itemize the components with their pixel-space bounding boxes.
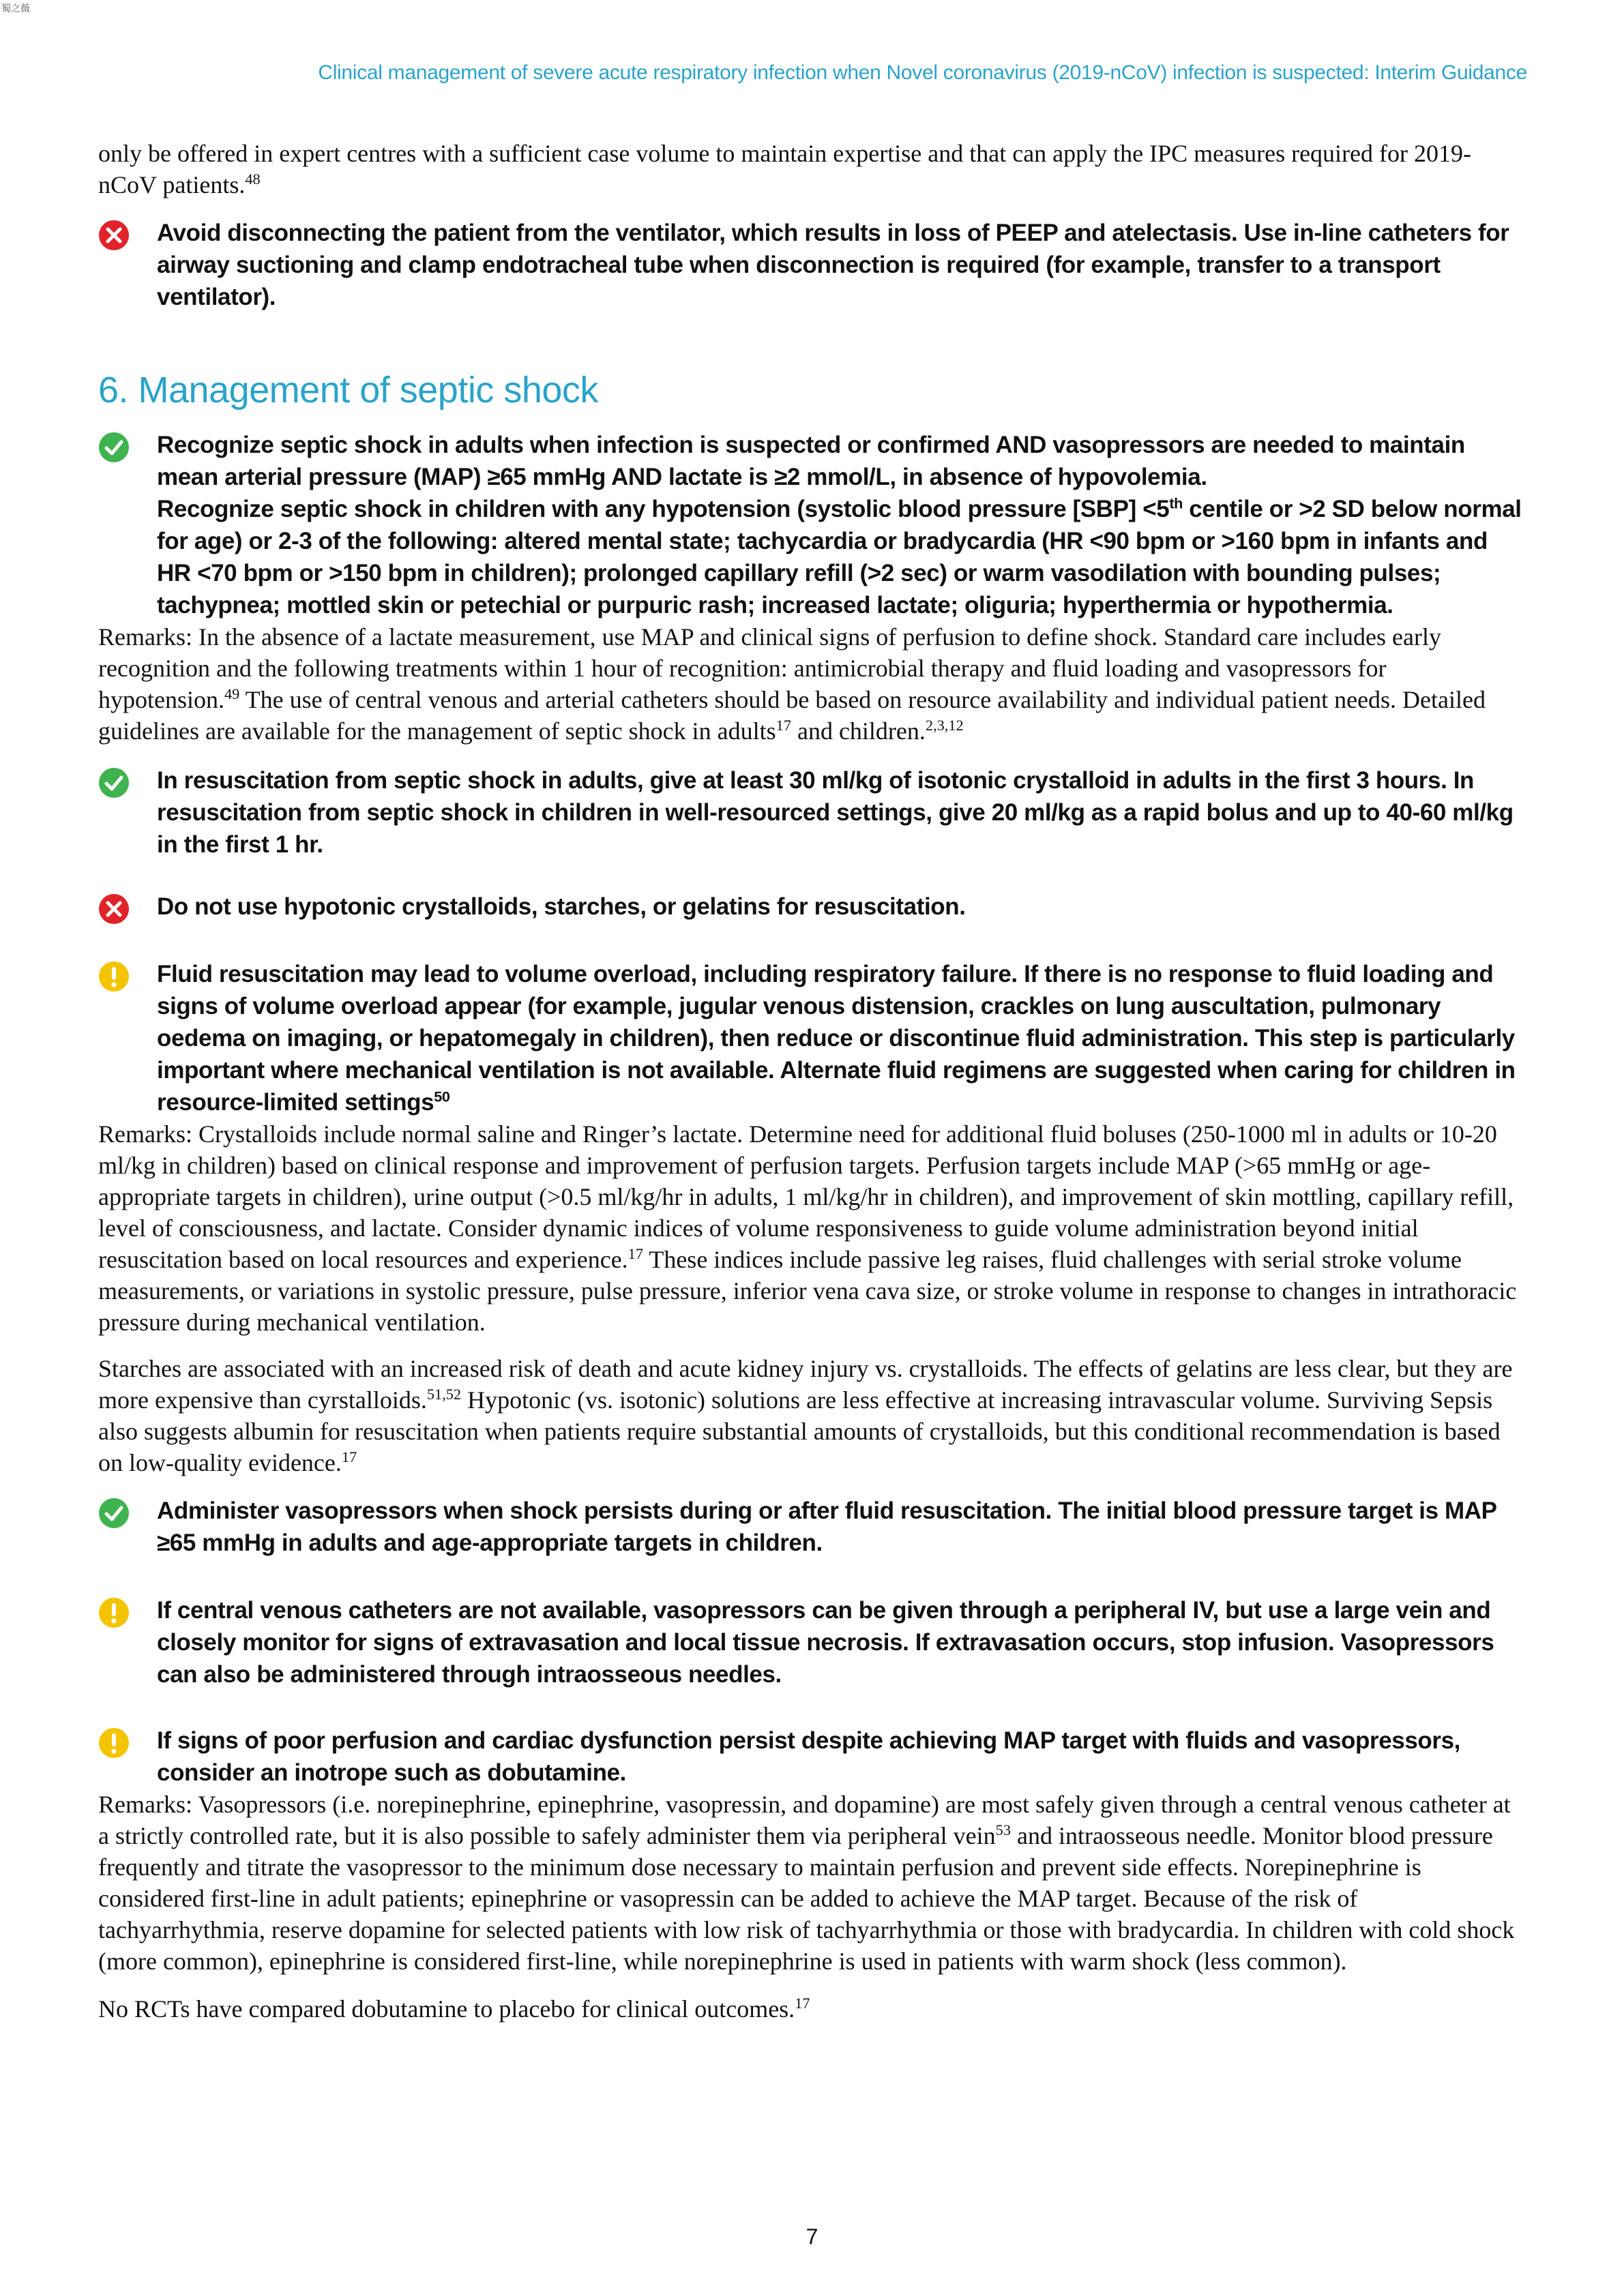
citation: 51,52 xyxy=(426,1386,462,1403)
recommendation-text: Fluid resuscitation may lead to volume overload, including respiratory failure. If there is no response to fluid loading and signs of volume overload appear (for example, jugular venous distension, crackles on lung auscultation, pulmonary oedema on imaging, or hepatomegaly in children), then reduce or discontinue fluid administration. This step is particularly important where mechanical ventilation is not available. Alternate fluid regimens are suggested when caring for children in resource-limited settings xyxy=(157,961,1516,1116)
superscript: th xyxy=(1169,494,1183,512)
citation: 2,3,12 xyxy=(925,717,964,734)
recommendation-disconnect xyxy=(98,217,1524,313)
remarks-text: and children. xyxy=(791,717,926,745)
remarks-paragraph-1 xyxy=(98,621,1524,747)
section-title: 6. Management of septic shock xyxy=(98,370,598,411)
check-icon xyxy=(98,767,130,799)
recommendation-recognize xyxy=(98,429,1524,621)
recommendation-text: Avoid disconnecting the patient from the ventilator, which results in loss of PEEP and atelectasis. Use in-line catheters for airway suctioning and clamp endotracheal tube when disconnection is required (for example, transfer to a transport ventilator). xyxy=(157,220,1509,310)
recommendation-text: Administer vasopressors when shock persists during or after fluid resuscitation. The initial blood pressure target is MAP ≥65 mmHg in adults and age-appropriate targets in children. xyxy=(157,1497,1496,1556)
recommendation-vasopressors xyxy=(98,1495,1524,1559)
recognize-children-part-a: Recognize septic shock in children with any hypotension (systolic blood pressure [SBP] <5 xyxy=(157,496,1170,522)
intro-text: only be offered in expert centres with a sufficient case volume to maintain expertise and that can apply the IPC measures required for 2019-nCoV patients. xyxy=(98,140,1471,198)
check-icon xyxy=(98,432,130,463)
warning-icon xyxy=(98,961,130,992)
paragraph-text: Starches are associated with an increased risk of death and acute kidney injury vs. crystalloids. The effects of gelatins are less clear, but they are more expensive than cyrstalloids. xyxy=(98,1355,1513,1414)
recognize-children-part-b: centile or >2 SD below normal for age) or 2-3 of the following: altered mental state; tachycardia or bradycardia (HR <90 bpm or >160 bpm in infants and HR <70 bpm or >150 bpm in children); prolonged capillary refill (>2 sec) or warm vasodilation with bounding pulses; tachypnea; mottled skin or petechial or purpuric rash; increased lactate; oliguria; hyperthermia or hypothermia. xyxy=(157,496,1522,618)
paragraph-text: Hypotonic (vs. isotonic) solutions are less effective at increasing intravascular volume. Surviving Sepsis also suggests albumin for resuscitation when patients require substantial amounts of crystalloids, but this conditional recommendation is based on low-quality evidence. xyxy=(98,1386,1501,1476)
cross-icon xyxy=(98,893,130,925)
starches-paragraph xyxy=(98,1353,1524,1478)
remarks-text: The use of central venous and arterial catheters should be based on resource availability and individual patient needs. Detailed guidelines are available for the management of septic shock in adults xyxy=(98,686,1486,745)
warning-icon xyxy=(98,1727,130,1759)
cross-icon xyxy=(98,220,130,251)
citation: 49 xyxy=(224,685,240,702)
recognize-children-text xyxy=(157,493,1524,621)
remarks-text: Remarks: In the absence of a lactate measurement, use MAP and clinical signs of perfusion to define shock. Standard care includes early recognition and the following treatments within 1 hour of recognition: antimicrobial therapy and fluid loading and vasopressors for hypotension. xyxy=(98,623,1441,713)
recognize-adults-text: Recognize septic shock in adults when infection is suspected or confirmed AND vasopressors are needed to maintain mean arterial pressure (MAP) ≥65 mmHg AND lactate is ≥2 mmol/L, in absence of hypovolemia. xyxy=(157,432,1465,490)
recommendation-hypotonic xyxy=(98,891,1524,923)
recommendation-text: If signs of poor perfusion and cardiac dysfunction persist despite achieving MAP target with fluids and vasopressors, consider an inotrope such as dobutamine. xyxy=(157,1727,1460,1786)
remarks-paragraph-3 xyxy=(98,1789,1524,1977)
check-icon xyxy=(98,1497,130,1529)
remarks-text: Remarks: Crystalloids include normal saline and Ringer’s lactate. Determine need for additional fluid boluses (250-1000 ml in adults or 10-20 ml/kg in children) based on clinical response and improvement of perfusion targets. Perfusion targets include MAP (>65 mmHg or age-appropriate targets in children), urine output (>0.5 ml/kg/hr in adults, 1 ml/kg/hr in children), and improvement of skin mottling, capillary refill, level of consciousness, and lactate. Consider dynamic indices of volume responsiveness to guide volume administration beyond initial resuscitation based on local resources and experience. xyxy=(98,1120,1514,1273)
recommendation-fluid-overload xyxy=(98,958,1524,1118)
recommendation-inotrope xyxy=(98,1725,1524,1789)
citation: 50 xyxy=(434,1088,450,1105)
recommendation-text: Do not use hypotonic crystalloids, starches, or gelatins for resuscitation. xyxy=(157,893,966,920)
recommendation-text: In resuscitation from septic shock in adults, give at least 30 ml/kg of isotonic crystalloid in adults in the first 3 hours. In resuscitation from septic shock in children in well-resourced settings, give 20 ml/kg as a rapid bolus and up to 40-60 ml/kg in the first 1 hr. xyxy=(157,767,1514,858)
paragraph-text: No RCTs have compared dobutamine to placebo for clinical outcomes. xyxy=(98,1995,795,2023)
citation: 48 xyxy=(245,170,261,188)
page-content xyxy=(98,136,1524,2025)
remarks-paragraph-2 xyxy=(98,1118,1524,1338)
rcts-paragraph xyxy=(98,1993,1524,2025)
intro-paragraph xyxy=(98,138,1524,200)
citation: 17 xyxy=(628,1245,643,1262)
warning-icon xyxy=(98,1597,130,1628)
remarks-text: and intraosseous needle. Monitor blood pressure frequently and titrate the vasopressor to the minimum dose necessary to maintain perfusion and prevent side effects. Norepinephrine is considered first-line in adult patients; epinephrine or vasopressin can be added to achieve the MAP target. Because of the risk of tachyarrhythmia, reserve dopamine for selected patients with low risk of tachyarrhythmia or those with bradycardia. In children with cold shock (more common), epinephrine is considered first-line, while norepinephrine is used in patients with warm shock (less common). xyxy=(98,1822,1515,1975)
recommendation-text: If central venous catheters are not available, vasopressors can be given through a peripheral IV, but use a large vein and closely monitor for signs of extravasation and local tissue necrosis. If extravasation occurs, stop infusion. Vasopressors can also be administered through intraosseous needles. xyxy=(157,1597,1494,1688)
recommendation-resuscitation xyxy=(98,764,1524,861)
citation: 17 xyxy=(795,1995,810,2012)
running-header: Clinical management of severe acute respiratory infection when Novel coronavirus (2019-nCoV) infection is suspected: Interim Guidance xyxy=(318,61,1527,84)
watermark-text: 蜀之薇 xyxy=(1,3,30,14)
citation: 17 xyxy=(341,1448,357,1465)
citation: 53 xyxy=(995,1821,1011,1838)
citation: 17 xyxy=(776,717,791,734)
page-number: 7 xyxy=(806,2224,818,2249)
recommendation-peripheral-iv xyxy=(98,1594,1524,1690)
remarks-text: These indices include passive leg raises, fluid challenges with serial stroke volume measurements, or variations in systolic pressure, pulse pressure, inferior vena cava size, or stroke volume in response to changes in intrathoracic pressure during mechanical ventilation. xyxy=(98,1246,1517,1336)
remarks-text: Remarks: Vasopressors (i.e. norepinephrine, epinephrine, vasopressin, and dopamine) are most safely given through a central venous catheter at a strictly controlled rate, but it is also possible to safely administer them via peripheral vein xyxy=(98,1791,1511,1849)
